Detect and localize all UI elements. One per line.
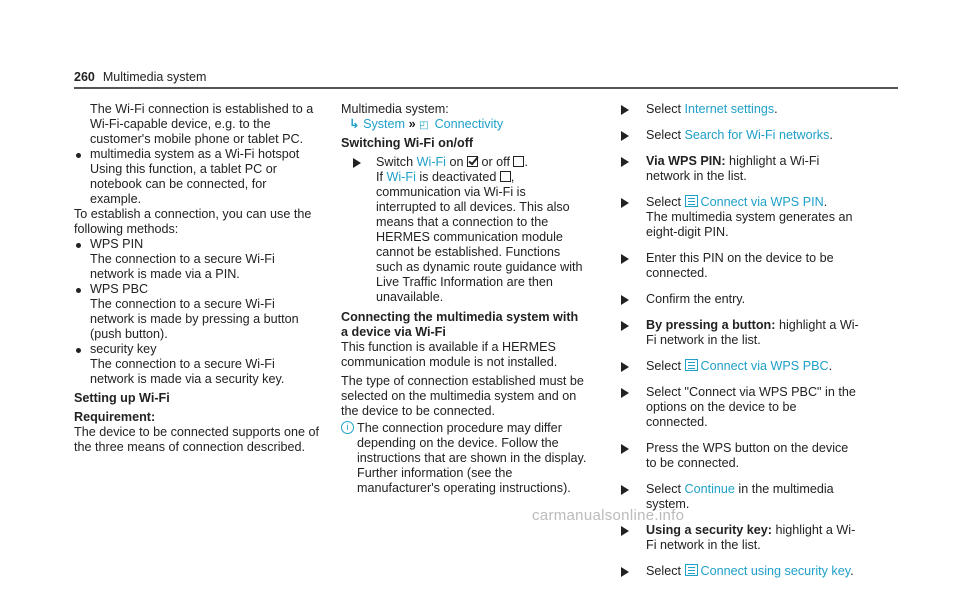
menu-icon bbox=[685, 564, 698, 576]
checkbox-empty-icon bbox=[500, 171, 511, 182]
bullet-icon bbox=[76, 243, 81, 248]
path-separator-icon: » bbox=[408, 117, 416, 131]
list-item: multimedia system as a Wi-Fi hotspot bbox=[74, 147, 320, 162]
note: i The connection procedure may differ depending on the device. Follow the instructions that are shown in the display. Further information (see the manufacturer's operating instructions). bbox=[341, 421, 588, 496]
watermark: carmanualsonline.info bbox=[532, 507, 685, 524]
instruction-step: Enter this PIN on the device to be connected. bbox=[611, 251, 861, 281]
paragraph: The type of connection established must be selected on the multimedia system and on the device to be connected. bbox=[341, 374, 584, 418]
step-arrow-icon bbox=[353, 158, 361, 168]
step-arrow-icon bbox=[621, 198, 629, 208]
checkbox-checked-icon bbox=[467, 156, 478, 167]
step-arrow-icon bbox=[621, 254, 629, 264]
instruction-step: Select Connect using security key. bbox=[611, 564, 861, 579]
paragraph: The Wi-Fi connection is established to a Wi-Fi-capable device, e.g. to the customer's mobile phone or tablet PC. bbox=[90, 102, 314, 146]
instruction-step: By pressing a button: highlight a Wi-Fi network in the list. bbox=[611, 318, 861, 348]
instruction-step: Select Connect via WPS PBC. bbox=[611, 359, 861, 374]
section-title: Multimedia system bbox=[102, 70, 207, 84]
menu-path-label: Multimedia system: bbox=[341, 102, 449, 116]
step-arrow-icon bbox=[621, 444, 629, 454]
paragraph: The device to be connected supports one of the three means of connection described. bbox=[74, 425, 320, 454]
step-arrow-icon bbox=[621, 157, 629, 167]
paragraph: Using this function, a tablet PC or notebook can be connected, for example. bbox=[90, 162, 277, 206]
step-arrow-icon bbox=[621, 567, 629, 577]
wifi-icon: ◰ bbox=[419, 120, 429, 131]
step-arrow-icon bbox=[621, 526, 629, 536]
step-arrow-icon bbox=[621, 295, 629, 305]
step-arrow-icon bbox=[621, 388, 629, 398]
path-connectivity: Connectivity bbox=[434, 117, 504, 131]
paragraph: The connection to a secure Wi-Fi network is made via a PIN. bbox=[90, 252, 275, 281]
instruction-step: Select Continue in the multimedia system. bbox=[611, 482, 861, 512]
paragraph: This function is available if a HERMES communication module is not installed. bbox=[341, 340, 558, 369]
section-heading: Switching Wi-Fi on/off bbox=[341, 136, 474, 150]
instruction-step: Select Internet settings. bbox=[611, 102, 861, 117]
step-arrow-icon bbox=[621, 105, 629, 115]
path-system: System bbox=[363, 117, 406, 131]
instruction-step: Using a security key: highlight a Wi-Fi network in the list. bbox=[611, 523, 861, 553]
instruction-step: Confirm the entry. bbox=[611, 292, 861, 307]
section-heading: Setting up Wi-Fi bbox=[74, 391, 170, 405]
section-heading: Connecting the multimedia system with a device via Wi-Fi bbox=[341, 310, 579, 339]
instruction-step: Press the WPS button on the device to be connected. bbox=[611, 441, 861, 471]
path-arrow-icon: ↳ bbox=[349, 117, 360, 131]
step-arrow-icon bbox=[621, 131, 629, 141]
step-arrow-icon bbox=[621, 362, 629, 372]
paragraph: To establish a connection, you can use the following methods: bbox=[74, 207, 312, 236]
step-arrow-icon bbox=[621, 485, 629, 495]
instruction-step: Switch Wi-Fi on or off . If Wi-Fi is deactivated , communication via Wi-Fi is interrupted to all devices. This also means that a connection to the HERMES communication module cannot be established. Functions such as dynamic route guidance with Live Traffic Information are then unavailable. bbox=[341, 155, 588, 305]
instruction-step: Select Search for Wi-Fi networks. bbox=[611, 128, 861, 143]
bullet-icon bbox=[76, 348, 81, 353]
menu-icon bbox=[685, 195, 698, 207]
column-2 bbox=[341, 102, 588, 496]
bullet-icon bbox=[76, 153, 81, 158]
instruction-step: Select "Connect via WPS PBC" in the options on the device to be connected. bbox=[611, 385, 861, 430]
info-icon: i bbox=[341, 421, 354, 434]
requirement-heading: Requirement: bbox=[74, 410, 156, 424]
list-item: WPS PBC bbox=[74, 282, 320, 297]
page-number: 260 bbox=[74, 70, 95, 84]
paragraph: The connection to a secure Wi-Fi network is made by pressing a button (push button). bbox=[90, 297, 299, 341]
list-item: security key bbox=[74, 342, 320, 357]
menu-path bbox=[341, 117, 588, 132]
page-header bbox=[74, 70, 206, 85]
paragraph: The connection to a secure Wi-Fi network is made via a security key. bbox=[90, 357, 285, 386]
checkbox-empty-icon bbox=[513, 156, 524, 167]
header-rule bbox=[74, 87, 898, 89]
list-item: WPS PIN bbox=[74, 237, 320, 252]
instruction-step: Select Connect via WPS PIN. The multimedia system generates an eight-digit PIN. bbox=[611, 195, 861, 240]
instruction-step: Via WPS PIN: highlight a Wi-Fi network in the list. bbox=[611, 154, 861, 184]
bullet-icon bbox=[76, 288, 81, 293]
column-1 bbox=[74, 102, 320, 455]
step-arrow-icon bbox=[621, 321, 629, 331]
menu-icon bbox=[685, 359, 698, 371]
